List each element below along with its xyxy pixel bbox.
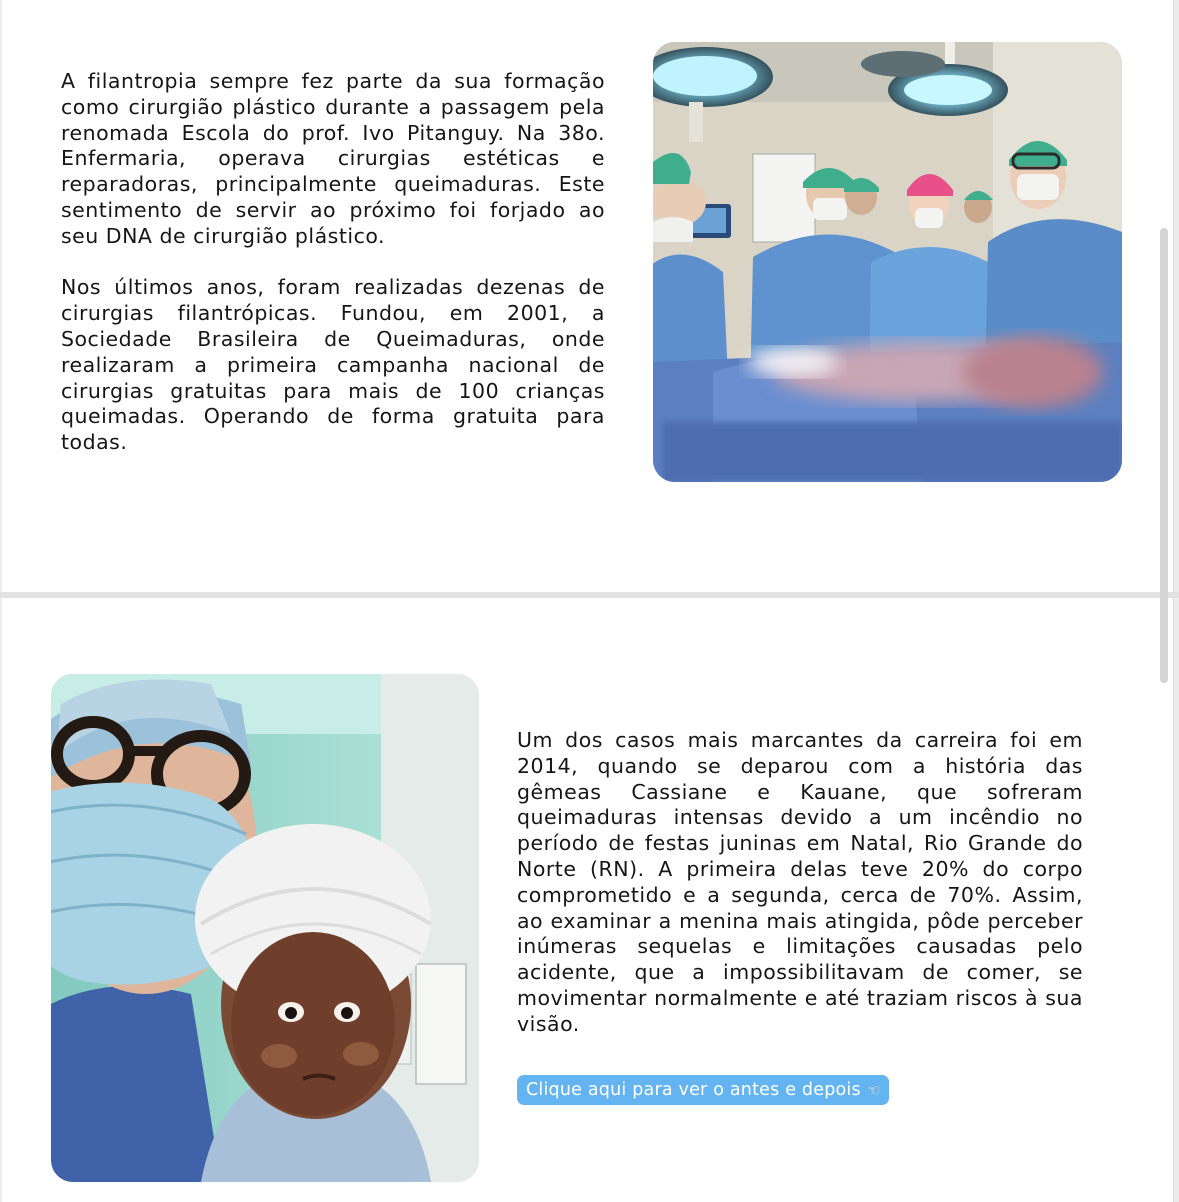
case-story-paragraph: Um dos casos mais marcantes da carreira foi em 2014, quando se deparou com a história das gêmeas Cassiane e Kauane, que sofreram queimaduras intensas devido a um incêndio no período de festas juninas em Natal, Rio Grande do Norte (RN). A primeira delas teve 20% do corpo comprometido e a segunda, cerca de 70%. Assim, ao examinar a menina mais atingida, pôde perceber inúmeras sequelas e limitações causadas pelo acidente, que a impossibilitavam de comer, se movimentar normalmente e até traziam riscos à sua visão. <box>517 728 1083 1036</box>
philanthropy-paragraph-1: A filantropia sempre fez parte da sua formação como cirurgião plástico durante a passagem pela renomada Escola do prof. Ivo Pitanguy. Na 38o. Enfermaria, operava cirurgias estéticas e reparadoras, principalmente queimaduras. Este sentimento de servir ao próximo foi forjado ao seu DNA de cirurgião plástico. <box>61 69 605 248</box>
philanthropy-section <box>2 0 1174 592</box>
before-after-button[interactable] <box>517 1075 889 1105</box>
pointing-hand-icon: ☜ <box>866 1081 881 1099</box>
doctor-patient-illustration <box>51 674 479 1182</box>
doctor-patient-selfie-photo <box>51 674 479 1182</box>
surgery-team-photo <box>653 42 1122 482</box>
case-story-text <box>517 728 1083 1038</box>
philanthropy-text <box>61 69 605 456</box>
surgery-team-illustration <box>653 42 1122 482</box>
page-scrollbar[interactable] <box>1160 228 1168 683</box>
before-after-button-label: Clique aqui para ver o antes e depois <box>526 1080 861 1100</box>
philanthropy-paragraph-2: Nos últimos anos, foram realizadas dezenas de cirurgias filantrópicas. Fundou, em 2001, a Sociedade Brasileira de Queimaduras, onde realizaram a primeira campanha nacional de cirurgias gratuitas para mais de 100 crianças queimadas. Operando de forma gratuita para todas. <box>61 275 605 455</box>
case-story-section <box>2 598 1174 1202</box>
